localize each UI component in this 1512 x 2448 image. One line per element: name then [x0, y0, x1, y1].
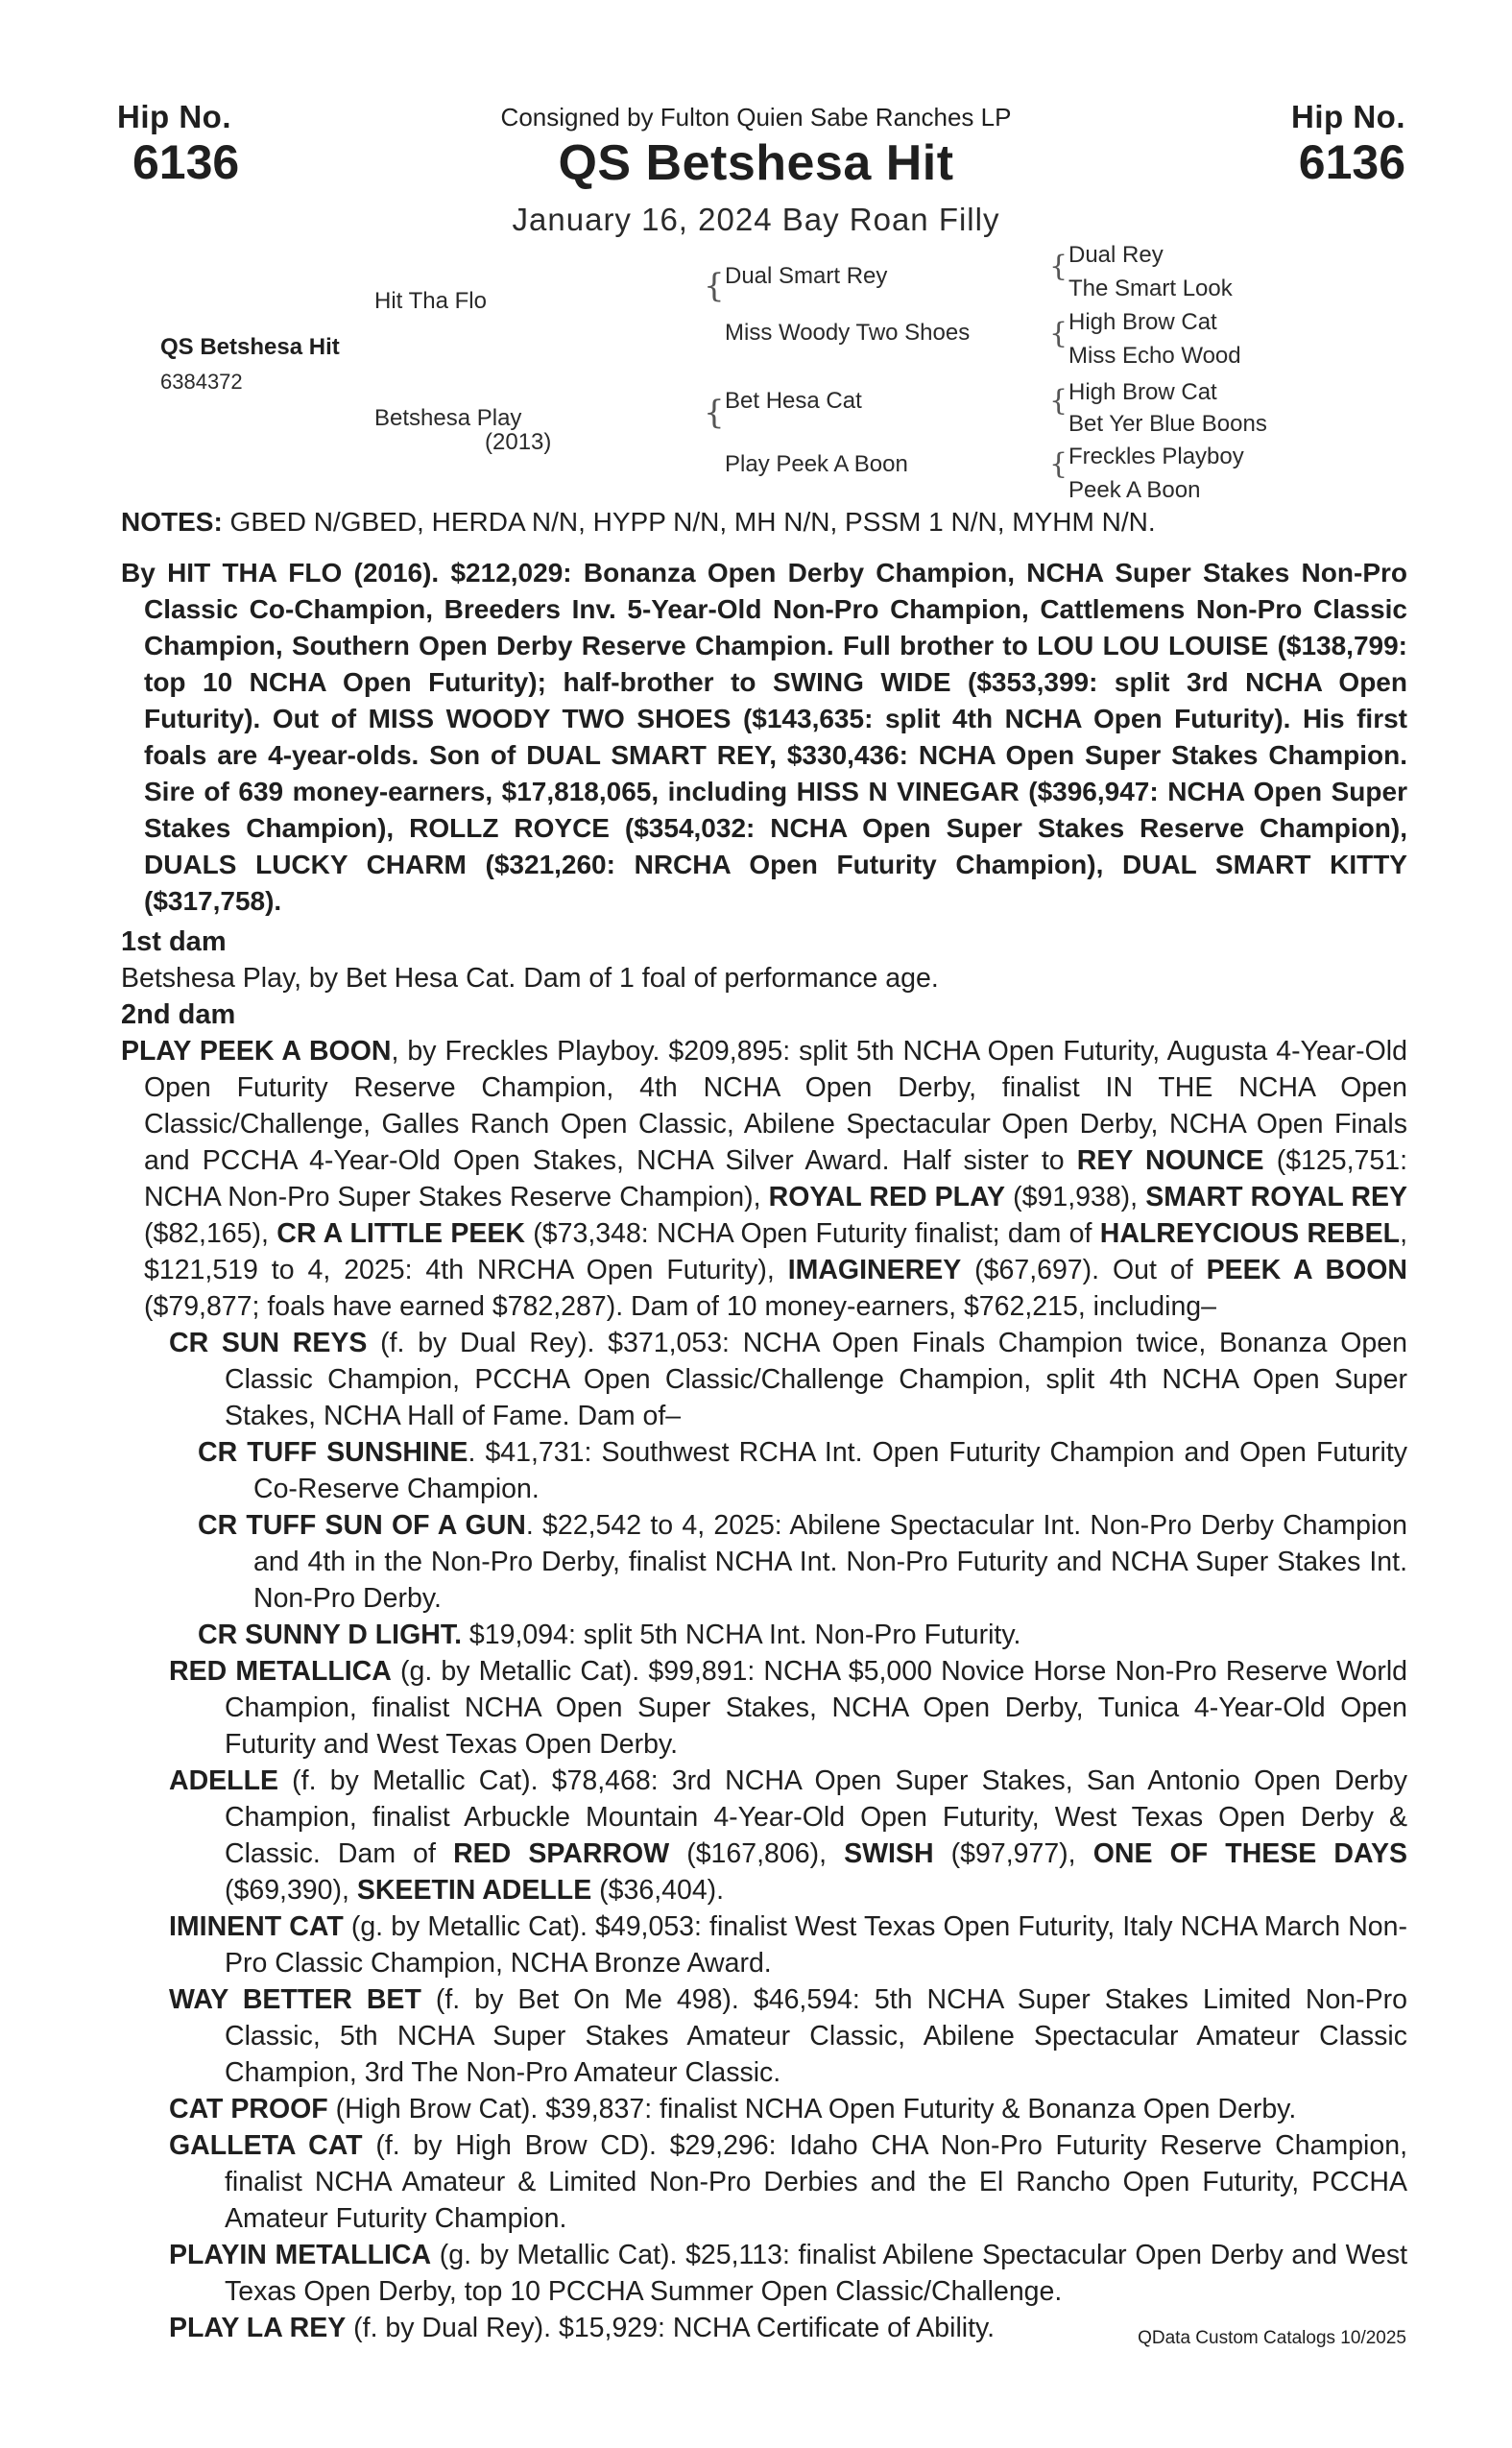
second-dam-text-8: ($79,877; foals have earned $782,287). Dam of 10 money-earners, $762,215, including– — [144, 1291, 1216, 1322]
ss-dam: The Smart Look — [1068, 276, 1233, 301]
sire-dam: Miss Woody Two Shoes — [725, 320, 971, 346]
hip-label-left: Hip No. — [117, 99, 231, 134]
genetic-notes — [121, 507, 1156, 538]
dd-dam: Peek A Boon — [1068, 477, 1201, 503]
sibling-smart-royal-rey: SMART ROYAL REY — [1145, 1182, 1407, 1212]
brace-ds: { — [1049, 384, 1068, 418]
third-dam-name: PEEK A BOON — [1206, 1255, 1407, 1285]
produce-text: . $22,542 to 4, 2025: Abilene Spectacular Int. Non-Pro Derby Champion and 4th in the Non-Pro Derby, finalist NCHA Int. Non-Pro Futurity and NCHA Super Stakes Int. Non-Pro Derby. — [253, 1510, 1407, 1614]
second-dam-text-2: ($125,751: NCHA Non-Pro Super Stakes Reserve Champion), — [144, 1145, 1407, 1212]
hip-label-right: Hip No. — [1291, 99, 1405, 134]
produce-playin-metallica — [169, 2237, 1407, 2310]
produce-iminent-cat — [169, 1908, 1407, 1981]
pedigree-subject: QS Betshesa Hit — [160, 334, 340, 360]
sire-sire: Dual Smart Rey — [725, 263, 888, 289]
first-dam-text: Betshesa Play, by Bet Hesa Cat. Dam of 1 foal of performance age. — [121, 963, 939, 994]
produce-text: (g. by Metallic Cat). $49,053: finalist West Texas Open Futurity, Italy NCHA March Non-Pro Classic Champion, NCHA Bronze Award. — [225, 1911, 1407, 1979]
produce-text: (f. by Dual Rey). $371,053: NCHA Open Finals Champion twice, Bonanza Open Classic Champion, PCCHA Open Classic/Challenge Champion, split 4th NCHA Open Super Stakes, NCHA Hall of Fame. Dam of– — [225, 1328, 1407, 1431]
produce-name: CR TUFF SUN OF A GUN — [198, 1510, 526, 1541]
brace-dam: { — [704, 394, 725, 432]
consignor: Consigned by Fulton Quien Sabe Ranches LP — [500, 103, 1012, 132]
produce-cr-sun-reys — [169, 1325, 1407, 1434]
ds-dam: Bet Yer Blue Boons — [1068, 411, 1267, 437]
produce-one-of-these-days: ONE OF THESE DAYS — [1092, 1838, 1407, 1869]
dd-sire: Freckles Playboy — [1068, 444, 1244, 469]
produce-text: . $41,731: Southwest RCHA Int. Open Futurity Champion and Open Futurity Co-Reserve Champion. — [253, 1437, 1407, 1504]
produce-red-sparrow: RED SPARROW — [453, 1838, 670, 1869]
produce-adelle — [169, 1763, 1407, 1908]
produce-text: (f. by Bet On Me 498). $46,594: 5th NCHA Super Stakes Limited Non-Pro Classic, 5th NCHA Super Stakes Amateur Classic, Abilene Spectacular Amateur Classic Champion, 3rd The Non-Pro Amateur Classic. — [225, 1984, 1407, 2088]
produce-name: ADELLE — [169, 1765, 278, 1796]
second-dam-text-3: ($91,938), — [1005, 1182, 1146, 1212]
dam-sire: Bet Hesa Cat — [725, 388, 862, 414]
dam-year: (2013) — [485, 429, 552, 455]
produce-galleta-cat — [169, 2127, 1407, 2237]
sibling-rey-nounce: REY NOUNCE — [1076, 1145, 1264, 1176]
sibling-imaginerey: IMAGINEREY — [787, 1255, 962, 1285]
sire: Hit Tha Flo — [374, 288, 487, 314]
produce-cr-tuff-sunshine — [198, 1434, 1407, 1507]
brace-ss: { — [1049, 250, 1068, 283]
sibling-royal-red-play: ROYAL RED PLAY — [768, 1182, 1006, 1212]
produce-text: (g. by Metallic Cat). $25,113: finalist Abilene Spectacular Open Derby and West Texas Open Derby, top 10 PCCHA Summer Open Classic/Challenge. — [225, 2240, 1407, 2307]
produce-way-better-bet — [169, 1981, 1407, 2091]
dam-dam: Play Peek A Boon — [725, 451, 908, 477]
produce-text: ($97,977), — [933, 1838, 1093, 1869]
produce-name: PLAYIN METALLICA — [169, 2240, 432, 2270]
produce-text: (f. by Dual Rey). $15,929: NCHA Certificate of Ability. — [346, 2313, 996, 2343]
produce-swish: SWISH — [844, 1838, 934, 1869]
registration-number: 6384372 — [160, 370, 243, 394]
hip-number-left: 6136 — [132, 135, 240, 189]
notes-text: GBED N/GBED, HERDA N/N, HYPP N/N, MH N/N, PSSM 1 N/N, MYHM N/N. — [222, 507, 1156, 537]
catalog-footer: QData Custom Catalogs 10/2025 — [1138, 2328, 1406, 2348]
produce-red-metallica — [169, 1653, 1407, 1763]
produce-name: WAY BETTER BET — [169, 1984, 421, 2015]
second-dam-heading: 2nd dam — [121, 999, 236, 1030]
brace-sire: { — [704, 267, 725, 305]
produce-name: IMINENT CAT — [169, 1911, 344, 1942]
ss-sire: Dual Rey — [1068, 242, 1164, 268]
produce-cr-tuff-sun-of-a-gun — [198, 1507, 1407, 1617]
dam: Betshesa Play — [374, 405, 522, 431]
produce-text: ($167,806), — [669, 1838, 845, 1869]
second-dam-text-7: ($67,697). Out of — [961, 1255, 1207, 1285]
produce-text: (f. by High Brow CD). $29,296: Idaho CHA Non-Pro Futurity Reserve Champion, finalist NCHA Amateur & Limited Non-Pro Derbies and the El Rancho Open Futurity, PCCHA Amateur Futurity Champion. — [225, 2130, 1408, 2234]
brace-sd: { — [1049, 317, 1068, 350]
produce-name: GALLETA CAT — [169, 2130, 363, 2161]
produce-text: $19,094: split 5th NCHA Int. Non-Pro Futurity. — [462, 1620, 1021, 1650]
sd-dam: Miss Echo Wood — [1068, 343, 1241, 369]
produce-name: CR TUFF SUNSHINE — [198, 1437, 468, 1468]
produce-text: (f. by Metallic Cat). $78,468: 3rd NCHA Open Super Stakes, San Antonio Open Derby Champion, finalist Arbuckle Mountain 4-Year-Old Open Futurity, West Texas Open Derby & Classic. Dam of — [225, 1765, 1407, 1869]
second-dam-text-1: , by Freckles Playboy. $209,895: split 5th NCHA Open Futurity, Augusta 4-Year-Old Open Futurity Reserve Champion, 4th NCHA Open Derby, finalist IN THE NCHA Open Classic/Challenge, Galles Ranch Open Classic, Abilene Spectacular Open Derby, NCHA Open Finals and PCCHA 4-Year-Old Open Stakes, NCHA Silver Award. Half sister to — [144, 1036, 1407, 1176]
sire-paragraph: By HIT THA FLO (2016). $212,029: Bonanza Open Derby Champion, NCHA Super Stakes Non-Pro Classic Co-Champion, Breeders Inv. 5-Year-Old Non-Pro Champion, Cattlemens Non-Pro Classic Champion, Southern Open Derby Reserve Champion. Full brother to LOU LOU LOUISE ($138,799: top 10 NCHA Open Futurity); half-brother to SWING WIDE ($353,399: split 3rd NCHA Open Futurity). Out of MISS WOODY TWO SHOES ($143,635: split 4th NCHA Open Futurity). His first foals are 4-year-olds. Son of DUAL SMART REY, $330,436: NCHA Open Super Stakes Champion. Sire of 639 money-earners, $17,818,065, including HISS N VINEGAR ($396,947: NCHA Open Super Stakes Champion), ROLLZ ROYCE ($354,032: NCHA Open Super Stakes Reserve Champion), DUALS LUCKY CHARM ($321,260: NRCHA Open Futurity Champion), DUAL SMART KITTY ($317,758). — [121, 558, 1407, 916]
produce-halreycious-rebel: HALREYCIOUS REBEL — [1099, 1218, 1401, 1249]
produce-name: RED METALLICA — [169, 1656, 392, 1687]
second-dam-text-5: ($73,348: NCHA Open Futurity finalist; dam of — [524, 1218, 1100, 1249]
produce-skeetin-adelle: SKEETIN ADELLE — [356, 1875, 592, 1906]
sd-sire: High Brow Cat — [1068, 309, 1217, 335]
notes-label: NOTES: — [121, 507, 223, 537]
second-dam-text-4: ($82,165), — [144, 1218, 277, 1249]
sibling-cr-a-little-peek: CR A LITTLE PEEK — [276, 1218, 525, 1249]
produce-name: CR SUNNY D LIGHT. — [198, 1620, 462, 1650]
produce-text: ($36,404). — [591, 1875, 725, 1906]
produce-text: ($69,390), — [225, 1875, 357, 1906]
produce-text: (g. by Metallic Cat). $99,891: NCHA $5,000 Novice Horse Non-Pro Reserve World Champion, finalist NCHA Open Super Stakes, NCHA Open Derby, Tunica 4-Year-Old Open Futurity and West Texas Open Derby. — [225, 1656, 1407, 1760]
produce-name: PLAY LA REY — [169, 2313, 347, 2343]
produce-name: CR SUN REYS — [169, 1328, 368, 1358]
catalog-body — [121, 555, 1407, 2346]
horse-name: QS Betshesa Hit — [558, 135, 954, 191]
second-dam-name: PLAY PEEK A BOON — [121, 1036, 392, 1067]
produce-cat-proof — [169, 2091, 1407, 2127]
produce-cr-sunny-d-light — [198, 1617, 1407, 1653]
brace-dd: { — [1049, 447, 1068, 481]
second-dam-paragraph — [121, 1033, 1407, 1325]
hip-number-right: 6136 — [1298, 135, 1405, 189]
ds-sire: High Brow Cat — [1068, 379, 1217, 405]
produce-text: (High Brow Cat). $39,837: finalist NCHA Open Futurity & Bonanza Open Derby. — [327, 2094, 1297, 2124]
foaling-description: January 16, 2024 Bay Roan Filly — [512, 202, 1000, 237]
produce-name: CAT PROOF — [169, 2094, 328, 2124]
produce-list — [121, 1325, 1407, 2346]
first-dam-heading: 1st dam — [121, 926, 227, 957]
second-dam-text-6: , $121,519 to 4, 2025: 4th NRCHA Open Futurity), — [144, 1218, 1407, 1285]
